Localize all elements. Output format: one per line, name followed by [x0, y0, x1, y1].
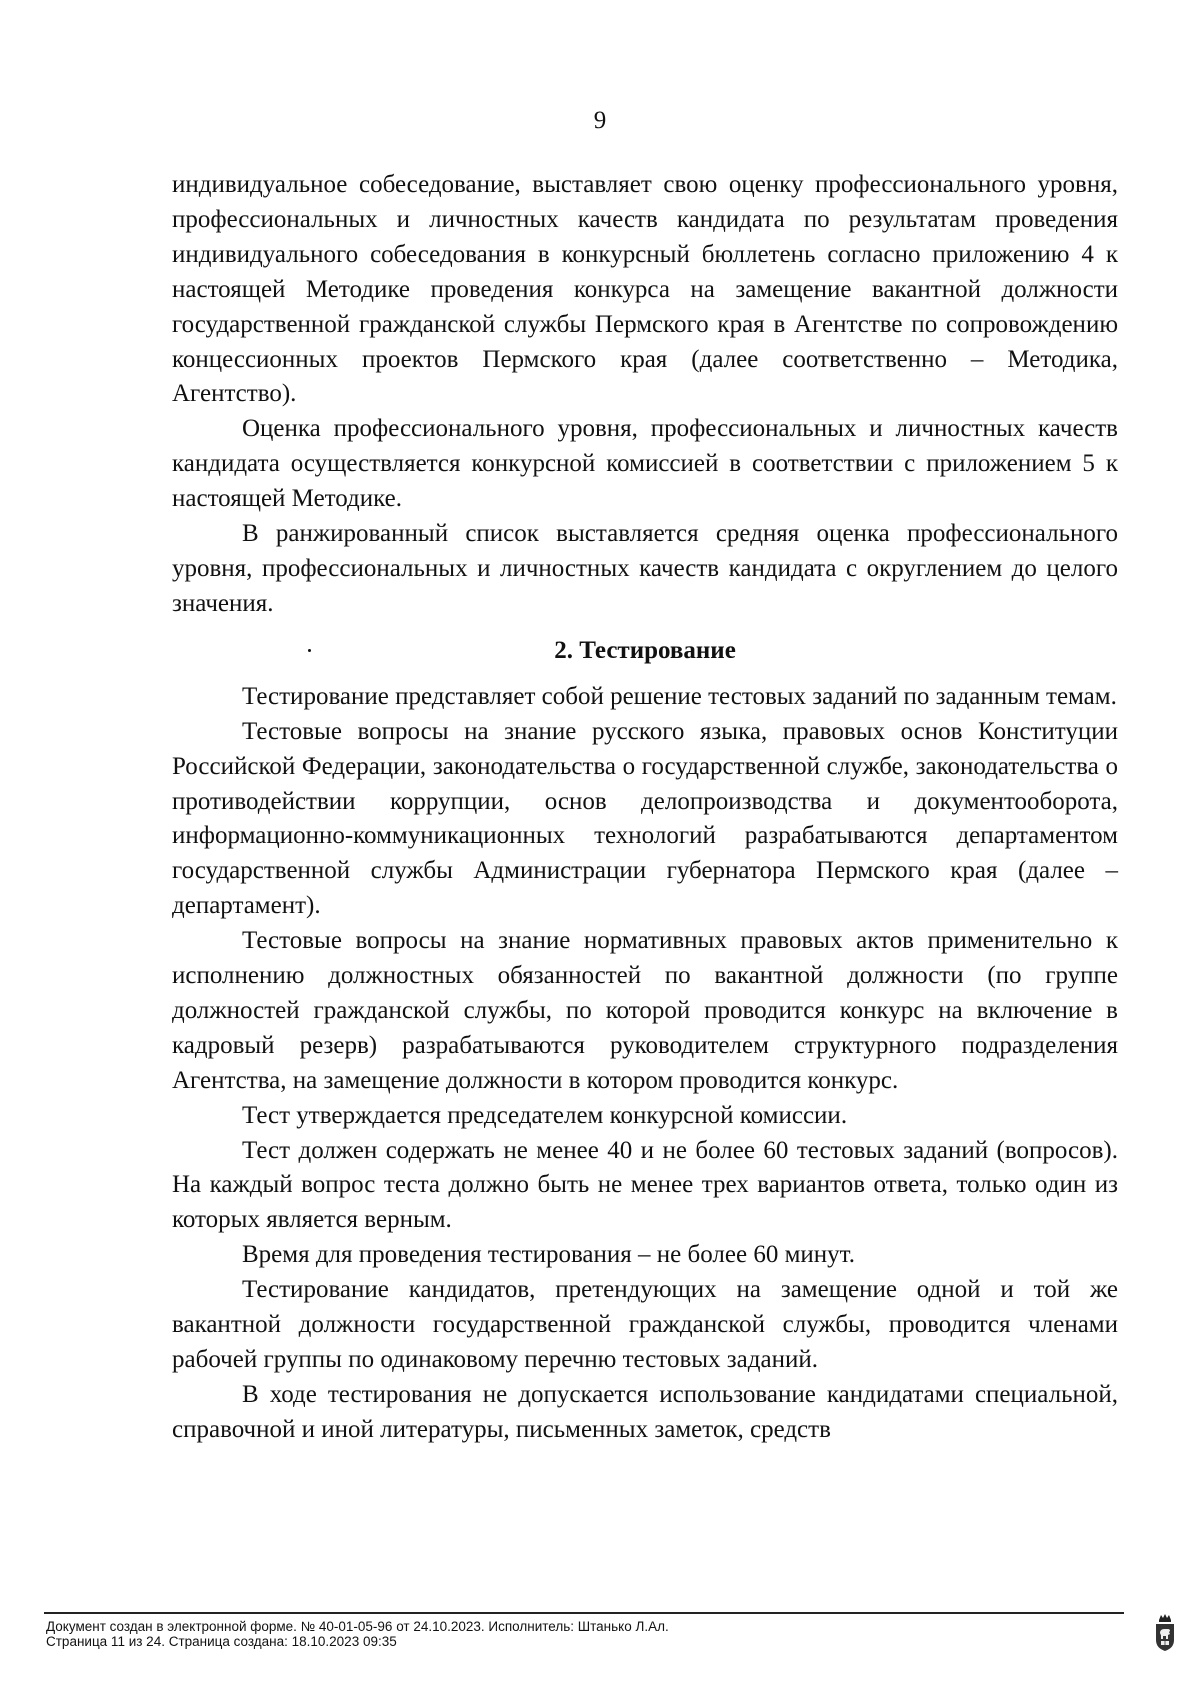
paragraph: В ходе тестирования не допускается использование кандидатами специальной, справочной и иной литературы, письменных заметок, средств: [172, 1380, 1118, 1443]
footer-line-1: Документ создан в электронной форме. № 40-01-05-96 от 24.10.2023. Исполнитель: Штанько Л.Ал.: [46, 1619, 669, 1634]
paragraphs-bottom: [172, 680, 1118, 1448]
section-heading-text: 2. Тестирование: [554, 636, 736, 664]
paragraph: Время для проведения тестирования – не более 60 минут.: [242, 1241, 855, 1269]
paragraphs-top: [172, 168, 1118, 622]
scan-dot: [308, 649, 311, 652]
paragraph: Тестовые вопросы на знание нормативных правовых актов применительно к исполнению должностных обязанностей по вакантной должности (по группе должностей гражданской службы, по которой проводится конкурс на включение в кадровый резерв) разрабатываются руководителем структурного подразделения Агентства, на замещение должности в котором проводится конкурс.: [172, 927, 1118, 1094]
section-heading: [172, 634, 1118, 668]
paragraph: Оценка профессионального уровня, профессиональных и личностных качеств кандидата осуществляется конкурсной комиссией в соответствии с приложением 5 к настоящей Методике.: [172, 415, 1118, 513]
paragraph: Тестирование кандидатов, претендующих на замещение одной и той же вакантной должности государственной гражданской службы, проводится членами рабочей группы по одинаковому перечню тестовых заданий.: [172, 1276, 1118, 1373]
paragraph: В ранжированный список выставляется средняя оценка профессионального уровня, профессиональных и личностных качеств кандидата с округлением до целого значения.: [172, 520, 1118, 617]
paragraph: Тестовые вопросы на знание русского языка, правовых основ Конституции Российской Федерации, законодательства о государственной службе, законодательства о противодействии коррупции, основ делопроизводства и документооборота, информационно-коммуникационных технологий разрабатываются департаментом государственной службы Администрации губернатора Пермского края (далее – департамент).: [172, 717, 1118, 920]
footer-divider: [44, 1612, 1124, 1614]
paragraph: индивидуальное собеседование, выставляет свою оценку профессионального уровня, профессиональных и личностных качеств кандидата по результатам проведения индивидуального собеседования в конкурсный бюллетень согласно приложению 4 к настоящей Методике проведения конкурса на замещение вакантной должности государственной гражданской службы Пермского края в Агентстве по сопровождению концессионных проектов Пермского края (далее соответственно – Методика, Агентство).: [172, 171, 1118, 408]
document-body: [172, 168, 1118, 1448]
perm-krai-emblem-icon: [1152, 1612, 1178, 1652]
paragraph: Тест должен содержать не менее 40 и не более 60 тестовых заданий (вопросов). На каждый вопрос теста должно быть не менее трех вариантов ответа, только один из которых является верным.: [172, 1136, 1118, 1234]
paragraph: Тест утверждается председателем конкурсной комиссии.: [242, 1101, 848, 1129]
document-footer: [46, 1619, 669, 1649]
page-number: 9: [593, 107, 607, 134]
paragraph: Тестирование представляет собой решение тестовых заданий по заданным темам.: [242, 682, 1117, 710]
footer-line-2: Страница 11 из 24. Страница создана: 18.10.2023 09:35: [46, 1634, 397, 1649]
